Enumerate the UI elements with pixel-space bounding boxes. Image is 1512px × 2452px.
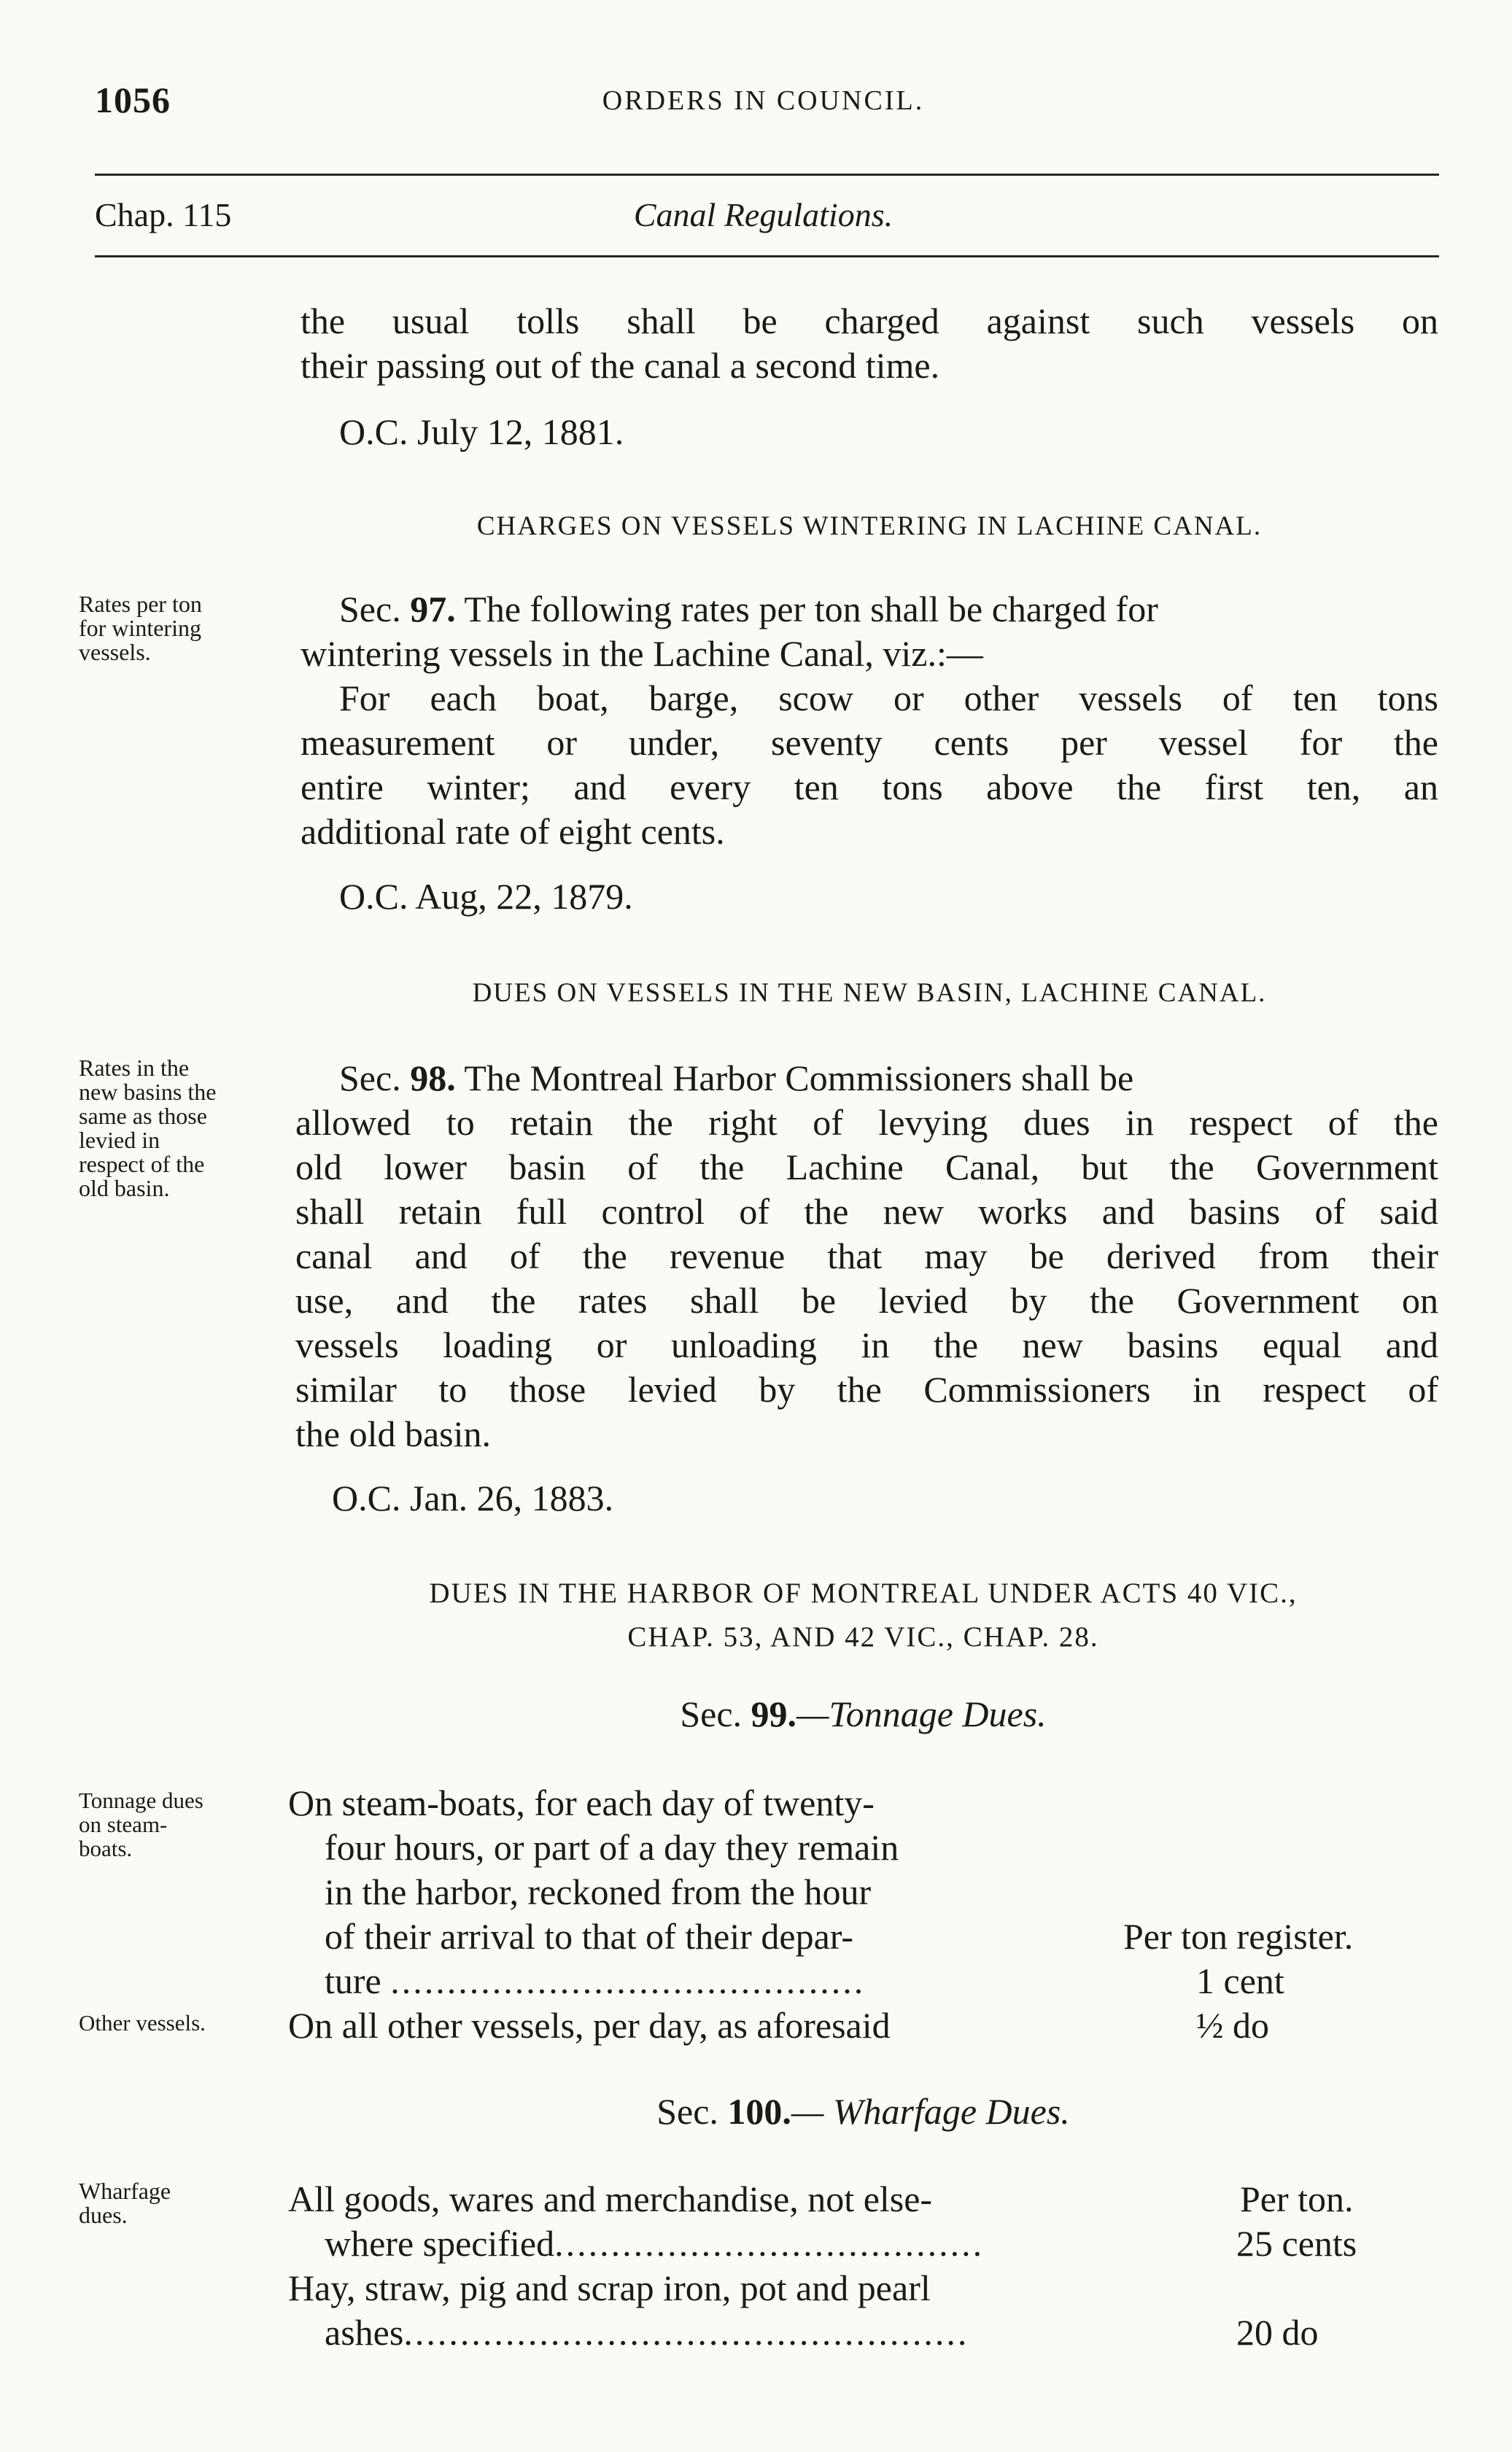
- sidenote-line: Tonnage dues: [79, 1788, 203, 1813]
- sec100-entry1-line-2: [325, 2222, 1167, 2266]
- intro-date: O.C. July 12, 1881.: [339, 411, 624, 452]
- intro-line-2: their passing out of the canal a second time.: [301, 345, 940, 386]
- sec98-line-9: the old basin.: [295, 1413, 492, 1454]
- sec98-line-8: similar to those levied by the Commissioners in respect of: [295, 1369, 1438, 1410]
- header-rule-top: [95, 174, 1439, 176]
- sec99-column-header: Per ton register.: [1123, 1916, 1354, 1957]
- sec97-heading: CHARGES ON VESSELS WINTERING IN LACHINE CANAL.: [476, 511, 1263, 541]
- sec98-line-3: old lower basin of the Lachine Canal, but the Government: [295, 1147, 1438, 1187]
- chapter-number: Chap. 115: [95, 196, 232, 233]
- header-rule-bottom: [95, 255, 1439, 257]
- sidenote-line: respect of the: [79, 1151, 205, 1177]
- sec-number: 98.: [410, 1058, 456, 1098]
- sidenote-line: levied in: [79, 1127, 160, 1153]
- sec99-entry1-line-5: [325, 1959, 1069, 2003]
- sidenote-line: Wharfage: [79, 2178, 171, 2204]
- sec-number: 100.: [727, 2091, 791, 2132]
- sec97-line-4: measurement or under, seventy cents per vessel for the: [301, 722, 1438, 763]
- sec-label: Sec.: [339, 589, 401, 629]
- intro-line-1: the usual tolls shall be charged against such vessels on: [301, 300, 1438, 341]
- sec99-entry2: On all other vessels, per day, as aforesaid: [288, 2005, 891, 2046]
- sec99-rate-2: ½ do: [1196, 2005, 1269, 2046]
- sidenote-line: new basins the: [79, 1079, 217, 1105]
- entry-text: ashes: [325, 2312, 404, 2353]
- sec99-title-text: —Tonnage Dues.: [796, 1693, 1047, 1734]
- page-number: 1056: [95, 79, 171, 120]
- sec100-column-header: Per ton.: [1240, 2179, 1354, 2219]
- sidenote-line: Rates per ton: [79, 591, 202, 617]
- sec99-heading-line-2: CHAP. 53, AND 42 VIC., CHAP. 28.: [627, 1621, 1099, 1653]
- chapter-title: Canal Regulations.: [633, 196, 893, 233]
- leader-dots: ......................................: [554, 2223, 985, 2264]
- sec97-date: O.C. Aug, 22, 1879.: [339, 876, 633, 917]
- sidenote-line: Rates in the: [79, 1055, 190, 1081]
- sec-number: 99.: [751, 1693, 797, 1734]
- sec99-entry1-line-3: in the harbor, reckoned from the hour: [325, 1871, 872, 1912]
- sidenote-line: boats.: [79, 1836, 133, 1861]
- sec99-title: [288, 1692, 1438, 1737]
- sec97-line-2: wintering vessels in the Lachine Canal, viz.:—: [301, 633, 983, 674]
- sec98-line-5: canal and of the revenue that may be derived from their: [295, 1235, 1438, 1276]
- sec100-entry2-line-1: Hay, straw, pig and scrap iron, pot and pearl: [288, 2267, 931, 2308]
- sidenote-line: dues.: [79, 2202, 128, 2228]
- sec98-sidenote: [79, 1056, 216, 1200]
- sec-number: 97.: [410, 589, 456, 629]
- running-title: ORDERS IN COUNCIL.: [602, 85, 925, 116]
- sec100-sidenote: [79, 2179, 171, 2227]
- sidenote-line: vessels.: [79, 639, 151, 665]
- sec99-entry1-line-2: four hours, or part of a day they remain: [325, 1827, 899, 1868]
- sec99-sidenote-2: Other vessels.: [79, 2010, 206, 2036]
- sec97-line-1: The following rates per ton shall be charged for: [464, 589, 1158, 629]
- chapter-row: [95, 195, 1432, 247]
- sec100-entry1-line-1: All goods, wares and merchandise, not else-: [288, 2179, 933, 2219]
- sec97-first-line: [339, 587, 1438, 632]
- sidenote-line: old basin.: [79, 1175, 170, 1201]
- sidenote-line: on steam-: [79, 1812, 168, 1837]
- sec-label: Sec.: [339, 1058, 401, 1098]
- sec99-sidenote-1: [79, 1788, 203, 1861]
- sec97-sidenote: [79, 592, 202, 664]
- sec-label: Sec.: [656, 2091, 718, 2132]
- sec98-line-4: shall retain full control of the new works and basins of said: [295, 1191, 1438, 1232]
- sec97-line-5: entire winter; and every ten tons above the first ten, an: [301, 767, 1438, 807]
- sec97-line-6: additional rate of eight cents.: [301, 811, 725, 852]
- sec-label: Sec.: [680, 1693, 743, 1734]
- sec100-rate-1: 25 cents: [1236, 2223, 1357, 2264]
- sidenote-line: same as those: [79, 1103, 207, 1129]
- sec98-line-6: use, and the rates shall be levied by the Government on: [295, 1280, 1438, 1321]
- sec98-line-7: vessels loading or unloading in the new basins equal and: [295, 1324, 1438, 1365]
- sec99-heading-line-1: DUES IN THE HARBOR OF MONTREAL UNDER ACTS 40 VIC.,: [429, 1578, 1298, 1609]
- entry-text: where specified: [325, 2223, 555, 2264]
- sec98-heading: DUES ON VESSELS IN THE NEW BASIN, LACHINE CANAL.: [472, 978, 1267, 1008]
- sec98-date: O.C. Jan. 26, 1883.: [332, 1478, 614, 1518]
- sec98-line-1: The Montreal Harbor Commissioners shall be: [464, 1058, 1134, 1098]
- sec99-entry1-line-1: On steam-boats, for each day of twenty-: [288, 1782, 875, 1823]
- sec99-rate-1: 1 cent: [1196, 1960, 1284, 2001]
- sec100-rate-2: 20 do: [1236, 2312, 1319, 2353]
- sec99-entry1-line-4: of their arrival to that of their depar-: [325, 1916, 854, 1957]
- entry-text: ture: [325, 1960, 381, 2001]
- sec100-entry2-line-2: [325, 2311, 1167, 2355]
- running-head: [95, 79, 1432, 130]
- leader-dots: ..................................................: [403, 2312, 969, 2353]
- sec100-title-text: — Wharfage Dues.: [791, 2091, 1070, 2132]
- sec97-line-3: For each boat, barge, scow or other vessels of ten tons: [339, 678, 1438, 718]
- sec98-first-line: [339, 1056, 1438, 1101]
- sec98-line-2: allowed to retain the right of levying dues in respect of the: [295, 1102, 1438, 1143]
- sidenote-line: for wintering: [79, 615, 201, 641]
- sec100-title: [288, 2090, 1438, 2134]
- leader-dots: ..........................................: [390, 1960, 866, 2001]
